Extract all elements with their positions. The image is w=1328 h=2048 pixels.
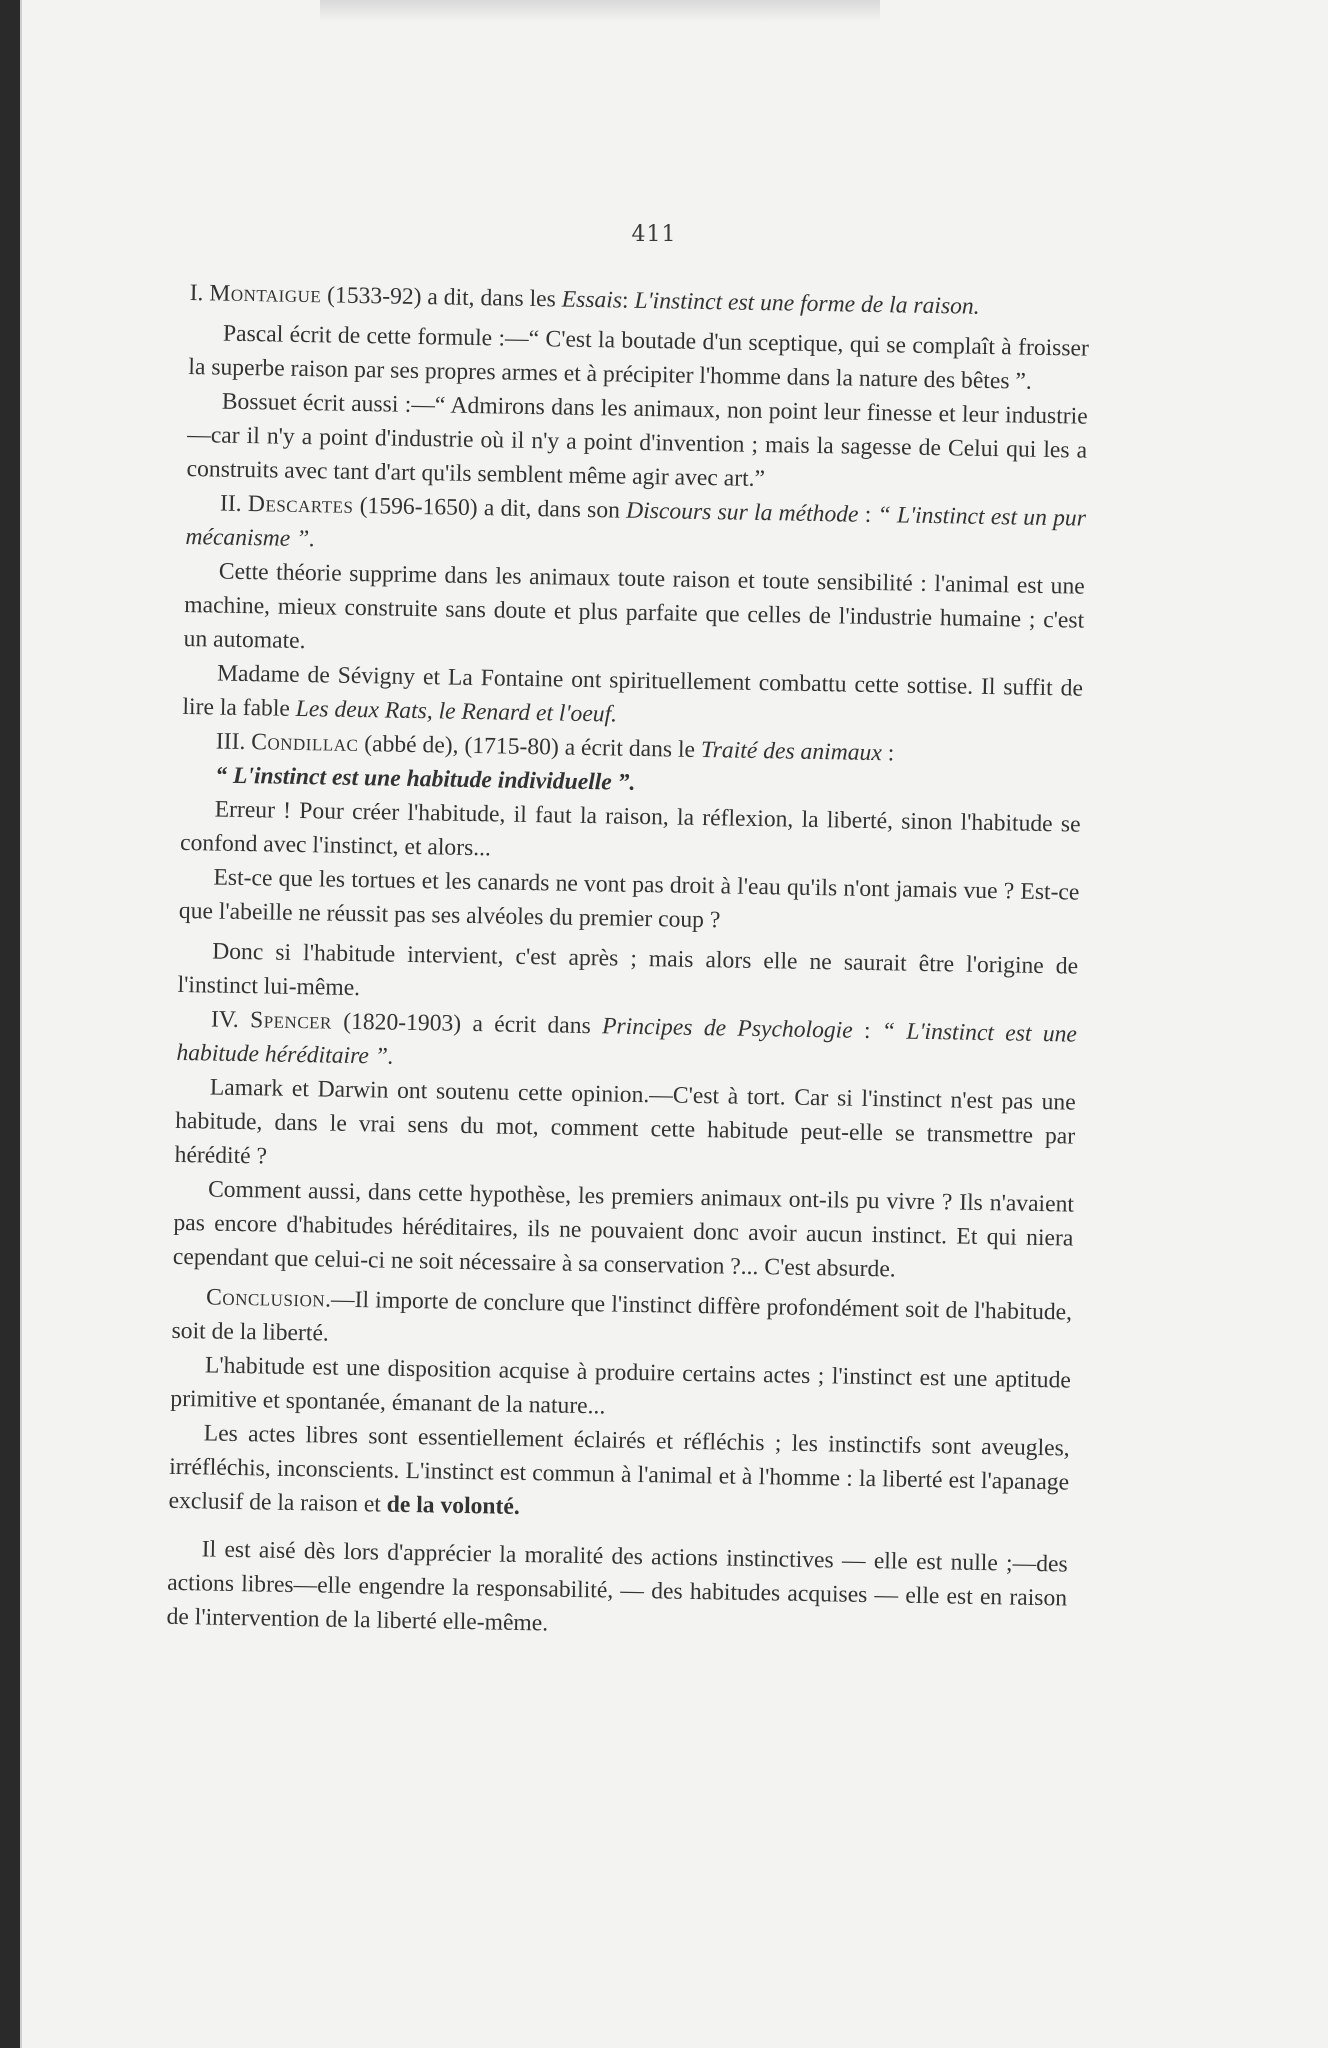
paragraph-pascal: Pascal écrit de cette formule :—“ C'est la boutade d'un sceptique, qui se complaît à froisser la superbe raison par ses propres armes et à précipiter l'homme dans la nature des bêtes ”.: [188, 320, 1090, 395]
paragraph-erreur: Erreur ! Pour créer l'habitude, il faut la raison, la réflexion, la liberté, sinon l'habitude se confond avec l'instinct, et alors...: [179, 796, 1081, 862]
quotation: L'instinct est une forme de la raison.: [634, 287, 980, 320]
paragraph-text: (1533-92) a dit, dans les: [321, 282, 562, 313]
paragraph-text: (abbé de), (1715-80) a écrit dans le: [358, 731, 702, 763]
paragraph-comment: Comment aussi, dans cette hypothèse, les premiers animaux ont-ils pu vivre ? Ils n'avaient pas encore d'habitudes héréditaires, ils ne pouvaient donc avoir aucun instinct. Et qui niera cependant que celui-ci ne soit nécessaire à sa conservation ?... C'est absurde.: [172, 1176, 1075, 1283]
paragraph-text: :: [881, 740, 895, 767]
paragraph-lamark: Lamark et Darwin ont soutenu cette opinion.—C'est à tort. Car si l'instinct n'est pas une habitude, dans le vrai sens du mot, comment cette habitude peut-elle se transmettre par hérédité ?: [174, 1074, 1076, 1170]
section-numeral: II.: [219, 490, 249, 518]
paragraph-text: :: [852, 1017, 883, 1045]
work-title: Discours sur la méthode: [625, 497, 859, 528]
book-page: [20, 0, 1328, 2048]
page-body: [166, 276, 1090, 1650]
page-number: 411: [631, 222, 677, 247]
paragraph-text: :: [858, 501, 878, 529]
author-name: Descartes: [247, 491, 354, 519]
work-title: Traité des animaux: [700, 736, 883, 767]
section-numeral: IV.: [210, 1006, 251, 1034]
paragraph-donc: Donc si l'habitude intervient, c'est après ; mais alors elle ne saurait être l'origine de l'instinct lui-même.: [177, 938, 1079, 1002]
work-title: Les deux Rats, le Renard et l'oeuf.: [295, 695, 618, 728]
paragraph-text: Madame de Sévigny et La Fontaine ont spirituellement combattu cette sottise. Il suffit de lire la fable: [182, 660, 1084, 722]
quotation: “ L'instinct est une habitude héréditaire ”.: [176, 1018, 1078, 1070]
paragraph-text: :: [621, 287, 635, 314]
emphasis: de la volonté.: [386, 1491, 521, 1520]
paragraph-habitude: L'habitude est une disposition acquise à produire certains actes ; l'instinct est une aptitude primitive et spontanée, émanant de la nature...: [170, 1352, 1072, 1420]
section-numeral: I.: [189, 279, 210, 307]
work-title: Principes de Psychologie: [601, 1013, 853, 1044]
paragraph-text: .—Il importe de conclure que l'instinct diffère profondément soit de l'habitude, soit de la liberté.: [171, 1286, 1073, 1347]
paragraph-text: (1820-1903) a écrit dans: [331, 1008, 603, 1040]
paragraph-theorie: Cette théorie supprime dans les animaux toute raison et toute sensibilité : l'animal est une machine, mieux construite sans doute et plus parfaite que celles de l'industrie humaine ; c'est un automate.: [183, 558, 1085, 655]
author-name: Condillac: [251, 729, 359, 758]
work-title: Essais: [561, 286, 623, 314]
paragraph-actes-libres: [168, 1416, 1070, 1534]
paragraph-bossuet: Bossuet écrit aussi :—“ Admirons dans les animaux, non point leur finesse et leur industrie—car il n'y a point d'industrie où il n'y a point d'invention ; mais la sagesse de Celui qui les a construits avec tant d'art qu'ils semblent même agir avec art.”: [186, 388, 1088, 493]
author-name: Spencer: [249, 1007, 333, 1035]
paragraph-text: Les actes libres sont essentiellement éclairés et réfléchis ; les instinctifs sont aveugles, irréfléchis, inconscients. L'instinct est commun à l'animal et à l'homme : la liberté est l'apanage exclusif de la raison et: [168, 1420, 1070, 1518]
author-name: Montaigue: [209, 280, 322, 309]
section-numeral: III.: [215, 728, 252, 756]
paragraph-text: (1596-1650) a dit, dans son: [353, 492, 627, 524]
quotation: “ L'instinct est une habitude individuelle ”.: [215, 762, 636, 796]
paragraph-tortues: Est-ce que les tortues et les canards ne vont pas droit à l'eau qu'ils n'ont jamais vue ? Est-ce que l'abeille ne réussit pas ses alvéoles du premier coup ?: [178, 864, 1080, 934]
paragraph-moralite: Il est aisé dès lors d'apprécier la moralité des actions instinctives — elle est nulle ;—des actions libres—elle engendre la responsabilité, — des habitudes acquises — elle est en raison de l'intervention de la liberté elle-même.: [166, 1536, 1068, 1637]
section-heading: Conclusion: [205, 1284, 326, 1313]
quotation: “ L'instinct est un pur mécanisme ”.: [185, 502, 1087, 553]
